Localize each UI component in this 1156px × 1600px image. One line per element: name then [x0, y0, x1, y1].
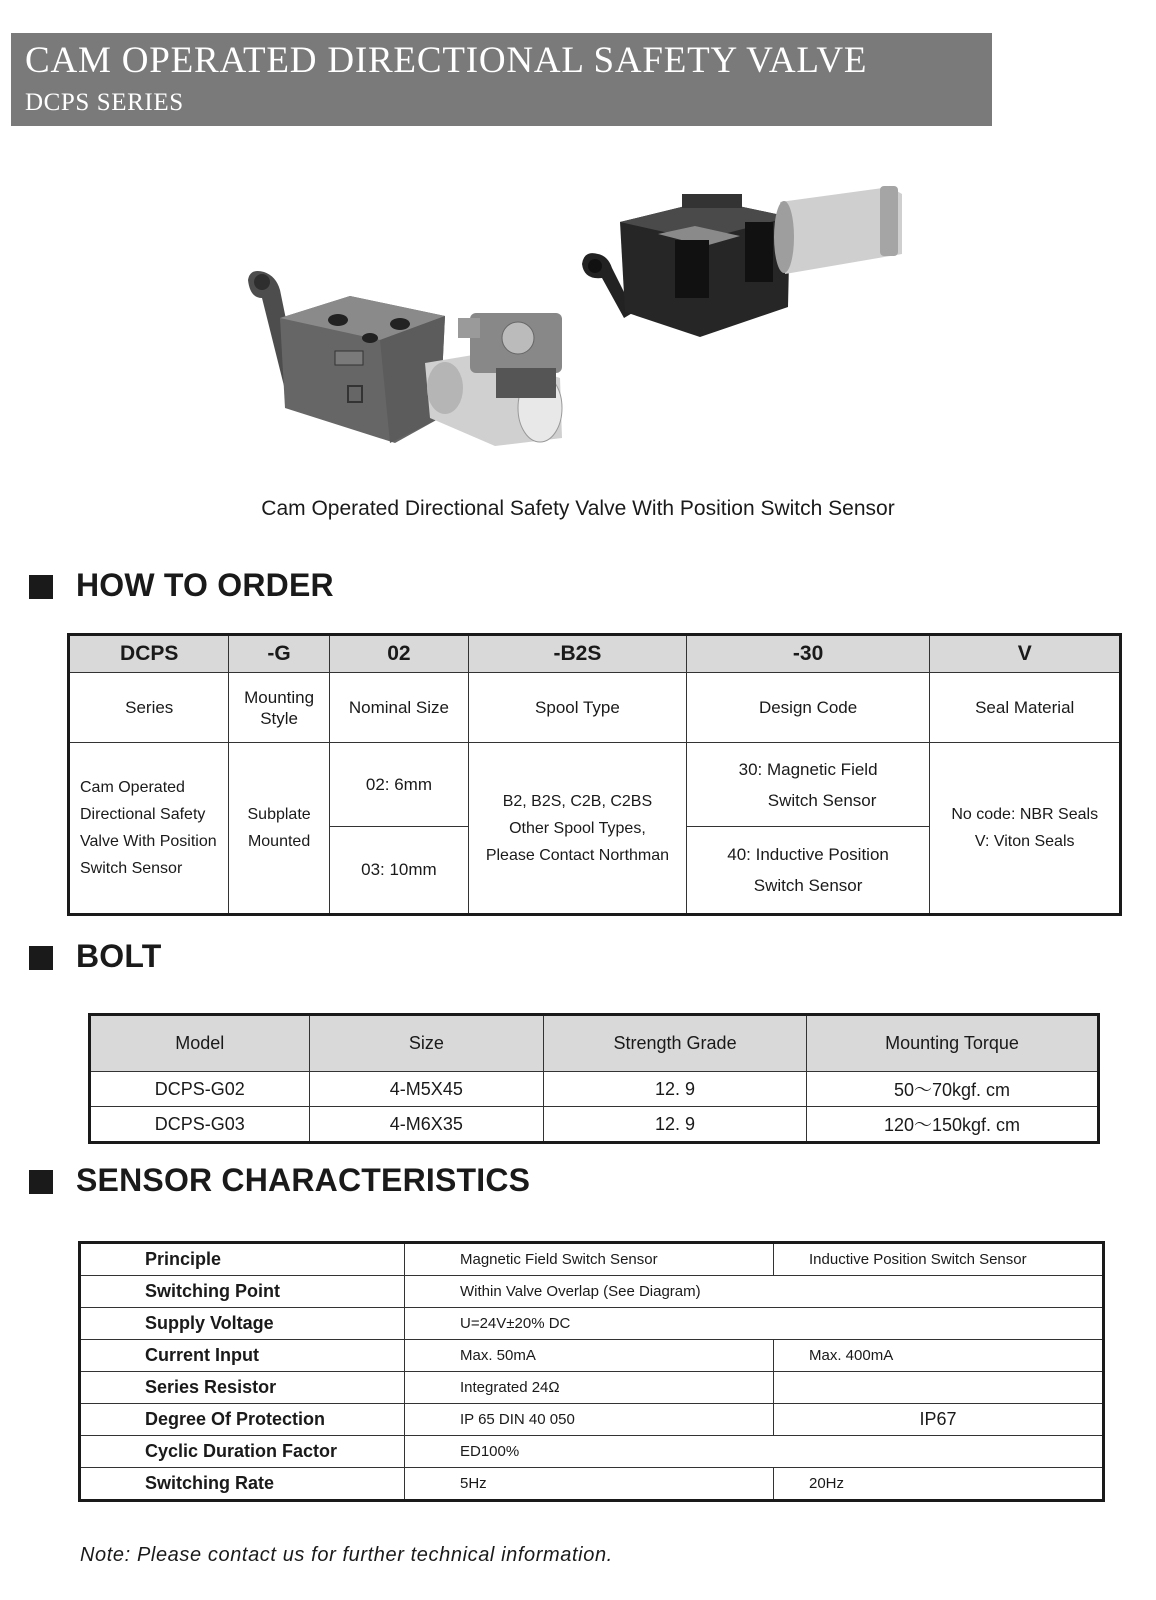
sensor-value: Integrated 24Ω: [405, 1372, 774, 1404]
seal-desc-line: V: Viton Seals: [974, 833, 1075, 850]
design-30: [686, 743, 930, 827]
design-30-line: Switch Sensor: [767, 790, 877, 810]
mounting-desc-line: Mounted: [247, 833, 311, 850]
series-description: [69, 743, 229, 915]
sensor-value: Inductive Position Switch Sensor: [774, 1243, 1104, 1276]
bolt-table: [88, 1013, 1100, 1144]
order-name-row: [69, 673, 1121, 743]
sensor-value: U=24V±20% DC: [405, 1308, 1104, 1340]
sensor-value: 5Hz: [405, 1468, 774, 1501]
page-subtitle: DCPS SERIES: [25, 89, 184, 116]
series-desc-line: Cam Operated: [80, 779, 185, 796]
bolt-col-grade: Strength Grade: [544, 1015, 807, 1072]
size-02: 02: 6mm: [329, 743, 468, 827]
sensor-label: Switching Rate: [80, 1468, 405, 1501]
sensor-value: Magnetic Field Switch Sensor: [405, 1243, 774, 1276]
code-design: -30: [686, 635, 930, 673]
table-row: [80, 1340, 1104, 1372]
sensor-value: Within Valve Overlap (See Diagram): [405, 1276, 1104, 1308]
section-title: BOLT: [76, 938, 162, 974]
bolt-cell: 120～150kgf. cm: [806, 1107, 1098, 1143]
order-code-row: [69, 635, 1121, 673]
valve-photo-left: [240, 268, 580, 468]
spool-description: [469, 743, 687, 915]
sensor-label: Degree Of Protection: [80, 1404, 405, 1436]
table-row: [80, 1436, 1104, 1468]
code-seal: V: [930, 635, 1121, 673]
table-row: [80, 1276, 1104, 1308]
spool-desc-line: B2, B2S, C2B, C2BS: [502, 792, 653, 810]
table-row: [80, 1404, 1104, 1436]
name-design: Design Code: [686, 673, 930, 743]
name-seal: Seal Material: [930, 673, 1121, 743]
name-spool: Spool Type: [469, 673, 687, 743]
section-bullet: [29, 946, 53, 970]
sensor-label: Series Resistor: [80, 1372, 405, 1404]
sensor-value: IP 65 DIN 40 050: [405, 1404, 774, 1436]
bolt-col-size: Size: [309, 1015, 544, 1072]
sensor-value: Max. 400mA: [774, 1340, 1104, 1372]
name-series: Series: [69, 673, 229, 743]
section-bullet: [29, 575, 53, 599]
bolt-cell: 4-M5X45: [309, 1072, 544, 1107]
sensor-value: IP67: [774, 1404, 1104, 1436]
table-row: [80, 1372, 1104, 1404]
mounting-description: [229, 743, 329, 915]
series-desc-line: Valve With Position: [80, 833, 217, 850]
sensor-label: Supply Voltage: [80, 1308, 405, 1340]
sensor-value: [774, 1372, 1104, 1404]
section-title: HOW TO ORDER: [76, 567, 334, 603]
design-40: [686, 827, 930, 915]
mounting-desc-line: Subplate: [247, 806, 311, 823]
spool-desc-line: Other Spool Types,: [509, 819, 646, 837]
design-40-line: Switch Sensor: [753, 876, 863, 895]
name-size: Nominal Size: [329, 673, 468, 743]
footnote: Note: Please contact us for further technical information.: [80, 1544, 613, 1566]
how-to-order-table: [67, 633, 1122, 916]
sensor-label: Cyclic Duration Factor: [80, 1436, 405, 1468]
seal-desc-line: No code: NBR Seals: [951, 806, 1099, 823]
sensor-label: Current Input: [80, 1340, 405, 1372]
series-desc-line: Switch Sensor: [80, 860, 183, 877]
sensor-value: 20Hz: [774, 1468, 1104, 1501]
design-30-line: 30: Magnetic Field: [738, 759, 878, 779]
table-row: [90, 1072, 1099, 1107]
name-mounting: Mounting Style: [229, 673, 329, 743]
bolt-cell: 12. 9: [544, 1072, 807, 1107]
bolt-cell: 50～70kgf. cm: [806, 1072, 1098, 1107]
header-banner: [11, 33, 992, 126]
code-spool: -B2S: [469, 635, 687, 673]
table-row: [80, 1308, 1104, 1340]
table-row: [80, 1468, 1104, 1501]
section-bullet: [29, 1170, 53, 1194]
sensor-value: ED100%: [405, 1436, 1104, 1468]
code-series: DCPS: [69, 635, 229, 673]
section-title: SENSOR CHARACTERISTICS: [76, 1162, 531, 1198]
spool-desc-line: Please Contact Northman: [485, 846, 670, 864]
bolt-col-model: Model: [90, 1015, 310, 1072]
seal-description: [930, 743, 1121, 915]
valve-photo-right: [580, 182, 910, 352]
page-title: CAM OPERATED DIRECTIONAL SAFETY VALVE: [25, 40, 868, 81]
bolt-cell: 4-M6X35: [309, 1107, 544, 1143]
code-size: 02: [329, 635, 468, 673]
bolt-cell: DCPS-G02: [90, 1072, 310, 1107]
photo-caption: Cam Operated Directional Safety Valve With Position Switch Sensor: [261, 497, 895, 520]
sensor-label: Switching Point: [80, 1276, 405, 1308]
sensor-value: Max. 50mA: [405, 1340, 774, 1372]
bolt-cell: DCPS-G03: [90, 1107, 310, 1143]
design-40-line: 40: Inductive Position: [727, 845, 889, 864]
bolt-col-torque: Mounting Torque: [806, 1015, 1098, 1072]
bolt-header-row: [90, 1015, 1099, 1072]
table-row: [90, 1107, 1099, 1143]
bolt-cell: 12. 9: [544, 1107, 807, 1143]
series-desc-line: Directional Safety: [80, 806, 206, 823]
sensor-label: Principle: [80, 1243, 405, 1276]
size-03: 03: 10mm: [329, 827, 468, 915]
sensor-table: [78, 1241, 1105, 1502]
table-row: [80, 1243, 1104, 1276]
code-mounting: -G: [229, 635, 329, 673]
